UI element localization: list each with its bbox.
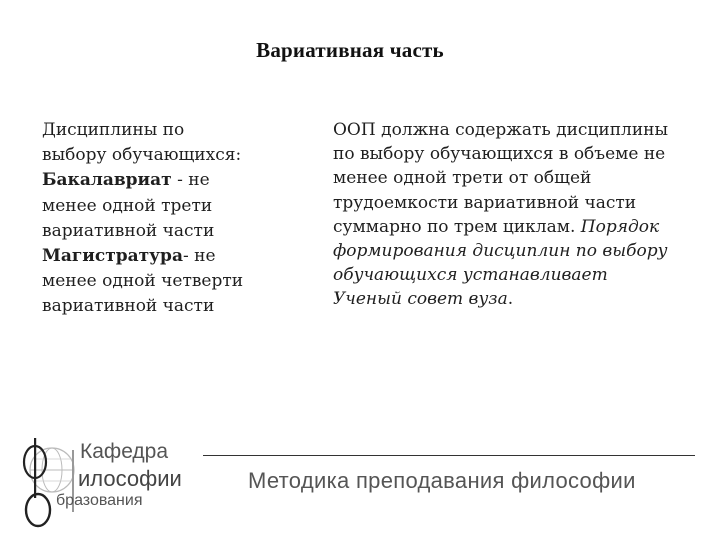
logo-word-obrazovaniya: бразования <box>56 492 143 509</box>
left-line-1: Дисциплины по <box>42 120 185 140</box>
right-line-8-end: . <box>507 289 514 310</box>
right-line-4: трудоемкости вариативной части <box>333 192 637 213</box>
right-line-7: обучающихся устанавливает <box>333 265 608 286</box>
right-line-5-regular: суммарно по трем циклам. <box>333 216 581 237</box>
right-line-5 <box>333 215 703 239</box>
right-line-8 <box>333 287 703 311</box>
right-line-3: менее одной трети от общей <box>333 168 592 189</box>
logo-word-filosofii: илософии <box>78 466 182 491</box>
right-line-8-italic: Ученый совет вуза <box>333 289 508 310</box>
right-line-6: формирования дисциплин по выбору <box>333 241 668 262</box>
bachelor-text: - не <box>171 170 210 191</box>
course-title: Методика преподавания философии <box>248 468 636 493</box>
right-column <box>333 118 703 312</box>
left-line-5: вариативной части <box>42 220 215 241</box>
master-label: Магистратура <box>42 246 183 267</box>
right-line-1: ООП должна содержать дисциплины <box>333 120 669 140</box>
master-text: - не <box>182 246 216 267</box>
left-column <box>42 118 292 320</box>
left-line-8: вариативной части <box>42 296 215 317</box>
bachelor-label: Бакалавриат <box>42 170 172 191</box>
right-line-2: по выбору обучающихся в объеме не <box>333 144 666 165</box>
master-line <box>42 244 292 269</box>
left-line-7: менее одной четверти <box>42 271 244 292</box>
bachelor-line <box>42 168 292 193</box>
right-line-5-italic: Порядок <box>580 216 660 237</box>
department-logo <box>20 432 190 532</box>
left-line-2: выбору обучающихся: <box>42 145 242 166</box>
slide-title: Вариативная часть <box>256 38 444 62</box>
logo-word-kafedra: Кафедра <box>80 440 169 463</box>
left-line-4: менее одной трети <box>42 195 213 216</box>
footer-divider <box>203 455 695 456</box>
